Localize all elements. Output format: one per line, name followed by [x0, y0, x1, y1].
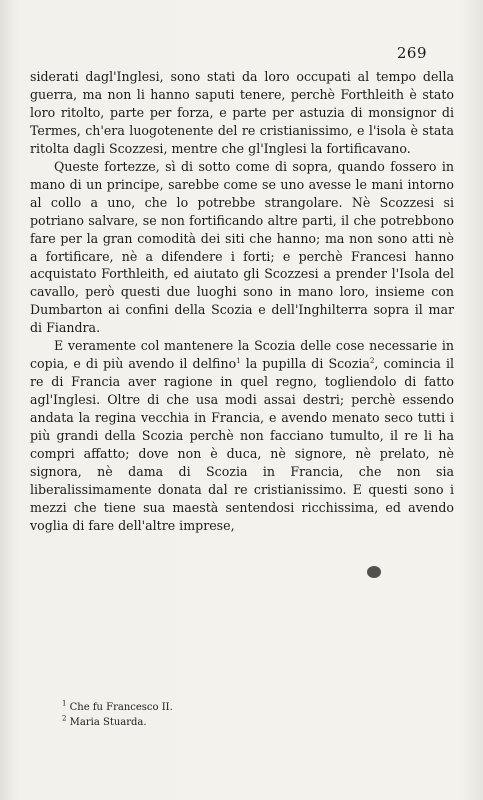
paragraph-text: E veramente col mantenere la Scozia delle cose necessarie in copia, e di più avendo il delfino — [30, 338, 454, 372]
paragraph-text: , comincia il re di Francia aver ragione in quel regno, togliendolo di fatto agl'Inglesi. Oltre di che usa modi assai destri; perchè essendo andata la regina vecchia in Francia, e avendo menato seco tutti i più grandi della Scozia perchè non facciano tumulto, il re li ha compri affatto; dove non è duca, nè signore, nè prelato, nè signora, nè dama di Scozia in Francia, che non sia liberalissimamente donata dal re cristianissimo. E questi sono i mezzi che tiene sua maestà sentendosi ricchissima, ed avendo voglia di fare dell'altre imprese, — [30, 356, 455, 533]
footnote-reference: 2 — [369, 357, 375, 366]
page-number: 269 — [396, 44, 427, 62]
paragraph-text: la pupilla di Scozia — [240, 356, 370, 372]
paragraph — [30, 68, 454, 158]
footnote-mark: 2 — [62, 714, 67, 723]
footnotes — [62, 700, 442, 730]
body-text — [30, 68, 454, 535]
paragraph — [30, 158, 454, 338]
footnote-text: Che fu Francesco II. — [69, 702, 173, 713]
footnote-text: Maria Stuarda. — [69, 717, 147, 728]
footnote — [62, 700, 442, 715]
paragraph — [30, 337, 454, 534]
footnote-mark: 1 — [62, 699, 67, 708]
ink-blot — [367, 566, 381, 578]
footnote — [62, 715, 442, 730]
paragraph-text: siderati dagl'Inglesi, sono stati da loro occupati al tempo della guerra, ma non li hanno saputi tenere, perchè Forthleith è stato loro ritolto, parte per forza, e parte per astuzia di monsignor di Termes, ch'era luogotenente del re cristianissimo, e l'isola è stata ritolta dagli Scozzesi, mentre che gl'Inglesi la fortificavano. — [30, 69, 454, 156]
paragraph-text: Queste fortezze, sì di sotto come di sopra, quando fossero in mano di un principe, sarebbe come se uno avesse le mani intorno al collo a uno, che lo potrebbe strangolare. Nè Scozzesi si potriano salvare, se non fortificando altre parti, il che potrebbono fare per la gran comodità dei siti che hanno; ma non sono atti nè a fortificare, nè a difendere i forti; e perchè Francesi hanno acquistato Forthleith, ed aiutato gli Scozzesi a prender l'Isola del cavallo, però questi due luoghi sono in mano loro, insieme con Dumbarton ai confini della Scozia e dell'Inghilterra sopra il mar di Fiandra. — [30, 158, 454, 336]
footnote-reference: 1 — [236, 357, 241, 366]
